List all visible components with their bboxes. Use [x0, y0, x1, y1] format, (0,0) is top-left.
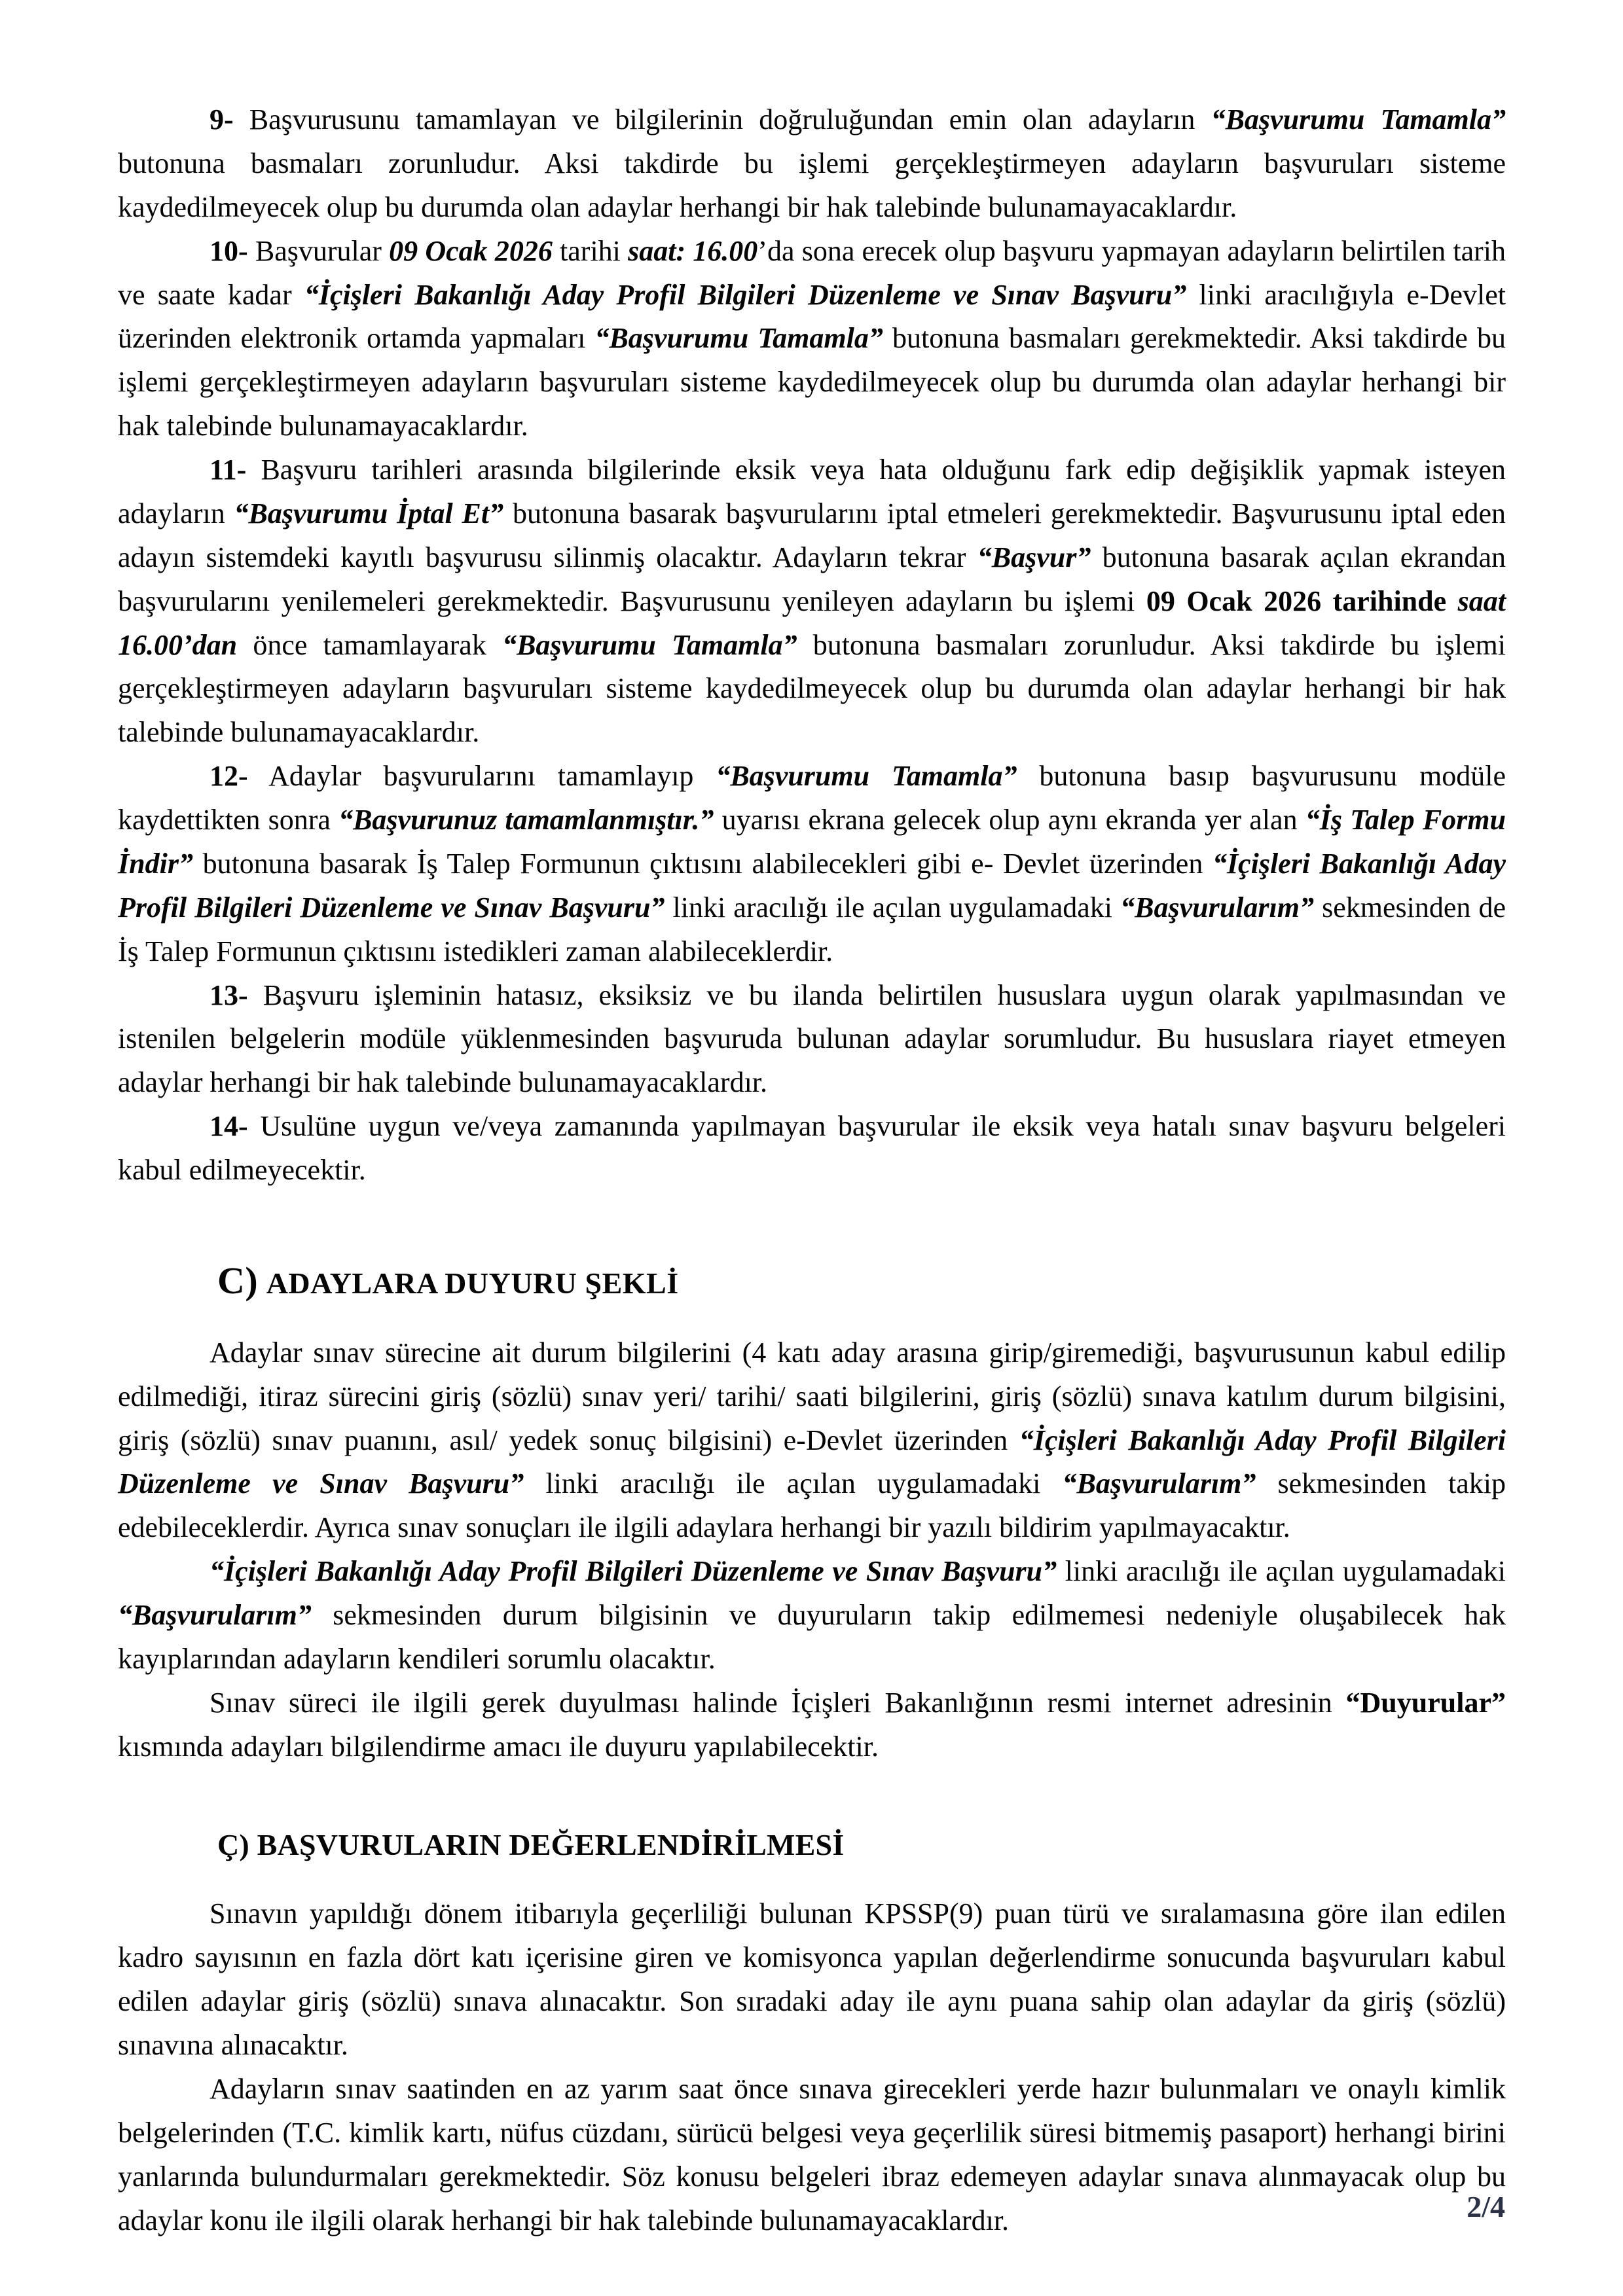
- text-run: kısmında adayları bilgilendirme amacı ile duyuru yapılabilecektir.: [118, 1730, 879, 1763]
- text-run: “Başvurumu Tamamla”: [716, 760, 1017, 793]
- text-run: sekmesinden durum bilgisinin ve duyuruların takip edilmemesi nedeniyle oluşabilecek hak kayıplarından adayların kendileri sorumlu olacaktır.: [118, 1599, 1506, 1675]
- text-run: Sınav süreci ile ilgili gerek duyulması halinde İçişleri Bakanlığının resmi internet adresinin: [210, 1686, 1346, 1719]
- text-run: “Başvurumu İptal Et”: [234, 497, 504, 529]
- text-run: sekmesinden de İş Talep Formunun çıktısını istedikleri zaman alabileceklerdir.: [118, 891, 1506, 967]
- text-run: “İçişleri Bakanlığı Aday Profil Bilgileri Düzenleme ve Sınav Başvuru”: [118, 847, 1506, 924]
- text-run: butonuna basarak başvurularını iptal etmeleri gerekmektedir. Başvurusunu iptal eden adayın sistemdeki kayıtlı başvurusu silinmiş olacaktır. Adayların tekrar: [118, 497, 1506, 573]
- item-number: 11-: [210, 454, 247, 486]
- text-run: Usulüne uygun ve/veya zamanında yapılmayan başvurular ile eksik veya hatalı sınav başvuru belgeleri kabul edilmeyecektir.: [118, 1110, 1506, 1186]
- text-run: butonuna basıp başvurusunu modüle kaydettikten sonra: [118, 760, 1506, 836]
- text-run: Başvuru tarihleri arasında bilgilerinde eksik veya hata olduğunu fark edip değişiklik yapmak isteyen adayların: [118, 454, 1506, 529]
- text-run: linki aracılığı ile açılan uygulamadaki: [665, 891, 1121, 924]
- numbered-item-13: [118, 974, 1506, 1105]
- text-run: Başvurusunu tamamlayan ve bilgilerinin doğruluğundan emin olan adayların: [233, 103, 1211, 135]
- section-c-paragraph-3: [118, 1681, 1506, 1769]
- text-run: “Başvurularım”: [1062, 1467, 1256, 1500]
- text-run: Sınavın yapıldığı dönem itibarıyla geçerliliği bulunan KPSSP(9) puan türü ve sıralamasına göre ilan edilen kadro sayısının en fazla dört katı içerisine giren ve komisyonca yapılan değerlendirme sonucunda başvuruları kabul edilen adaylar giriş (sözlü) sınava alınacaktır. Son sıradaki aday ile aynı puana sahip olan adaylar da giriş (sözlü) sınavına alınacaktır.: [118, 1897, 1506, 2061]
- item-number: 13-: [210, 978, 248, 1011]
- text-run: “İçişleri Bakanlığı Aday Profil Bilgileri Düzenleme ve Sınav Başvuru”: [118, 1424, 1506, 1500]
- numbered-item-14: [118, 1105, 1506, 1193]
- text-run: uyarısı ekrana gelecek olup aynı ekranda yer alan: [714, 804, 1305, 836]
- text-run: önce tamamlayarak: [237, 628, 503, 661]
- text-run: saat 16.00’dan: [118, 584, 1506, 661]
- text-run: butonuna basmaları zorunludur. Aksi takdirde bu işlemi gerçekleştirmeyen adayların başvuruları sisteme kaydedilmeyecek olup bu durumda olan adaylar herhangi bir hak talebinde bulunamayacaklardır.: [118, 628, 1506, 749]
- text-run: butonuna basmaları gerekmektedir. Aksi takdirde bu işlemi gerçekleştirmeyen adayların başvuruları sisteme kaydedilmeyecek olup bu durumda olan adaylar herhangi bir hak talebinde bulunamayacaklardır.: [118, 322, 1506, 442]
- spacer: [118, 1769, 1506, 1789]
- text-run: “İçişleri Bakanlığı Aday Profil Bilgileri Düzenleme ve Sınav Başvuru”: [210, 1555, 1057, 1588]
- item-number: 12-: [210, 760, 248, 793]
- item-number: 9-: [210, 103, 234, 135]
- item-text: [118, 235, 1506, 442]
- text-run: “Başvurularım”: [118, 1599, 312, 1631]
- numbered-item-11: [118, 448, 1506, 755]
- text-run: “Başvurumu Tamamla”: [502, 628, 797, 661]
- section-cedilla-letter: Ç): [217, 1827, 249, 1861]
- section-cedilla-title: BAŞVURULARIN DEĞERLENDİRİLMESİ: [257, 1827, 845, 1861]
- text-run: Başvuru işleminin hatasız, eksiksiz ve bu ilanda belirtilen hususlara uygun olarak yapılmasından ve istenilen belgelerin modüle yüklenmesinden başvuruda bulunan adaylar sorumludur. Bu hususlara riayet etmeyen adaylar herhangi bir hak talebinde bulunamayacaklardır.: [118, 978, 1506, 1099]
- text-run: linki aracılığı ile açılan uygulamadaki: [524, 1467, 1063, 1500]
- section-c-letter: C): [217, 1259, 259, 1302]
- text-run: “Başvurumu Tamamla”: [1211, 103, 1506, 135]
- text-run: “Başvurularım”: [1120, 891, 1314, 924]
- section-c-title: ADAYLARA DUYURU ŞEKLİ: [266, 1266, 679, 1300]
- item-text: [118, 979, 1506, 1099]
- numbered-item-12: [118, 755, 1506, 973]
- text-run: 09 Ocak 2026 tarihinde: [1146, 584, 1458, 617]
- section-cedilla-paragraph-2: [118, 2068, 1506, 2243]
- text-run: tarihi: [552, 234, 629, 267]
- text-run: ’da sona erecek olup başvuru yapmayan adayların belirtilen tarih ve saate kadar: [118, 234, 1506, 311]
- text-run: Adaylar sınav sürecine ait durum bilgilerini (4 katı aday arasına girip/giremediği, başvurusunun kabul edilip edilmediği, itiraz sürecini giriş (sözlü) sınav yeri/ tarihi/ saati bilgilerini, giriş (sözlü) sınava katılım durum bilgisini, giriş (sözlü) sınav puanını, asıl/ yedek sonuç bilgisini) e-Devlet üzerinden: [118, 1336, 1506, 1456]
- text-run: sekmesinden takip edebileceklerdir. Ayrıca sınav sonuçları ile ilgili adaylara herhangi bir yazılı bildirim yapılmayacaktır.: [118, 1467, 1506, 1544]
- text-run: Adayların sınav saatinden en az yarım saat önce sınava girecekleri yerde hazır bulunmaları ve onaylı kimlik belgelerinden (T.C. kimlik kartı, nüfus cüzdanı, sürücü belgesi veya geçerlilik süresi bitmemiş pasaport) herhangi birini yanlarında bulundurmaları gerekmektedir. Söz konusu belgeleri ibraz edemeyen adaylar sınava alınmayacak olup bu adaylar konu ile ilgili olarak herhangi bir hak talebinde bulunamayacaklardır.: [118, 2072, 1506, 2236]
- numbered-item-9: [118, 98, 1506, 230]
- text-run: “İş Talep Formu İndir”: [118, 804, 1506, 880]
- text-run: 09 Ocak 2026: [389, 234, 553, 267]
- text-run: linki aracılığı ile açılan uygulamadaki: [1057, 1555, 1506, 1588]
- section-c-paragraph-2: [118, 1550, 1506, 1681]
- text-run: saat: 16.00: [628, 234, 758, 267]
- document-body: [118, 98, 1506, 2242]
- section-c-paragraph-1: [118, 1331, 1506, 1550]
- text-run: Başvurular: [247, 234, 390, 267]
- text-run: butonuna basmaları zorunludur. Aksi takdirde bu işlemi gerçekleştirmeyen adayların başvuruları sisteme kaydedilmeyecek olup bu durumda olan adaylar herhangi bir hak talebinde bulunamayacaklardır.: [118, 147, 1506, 223]
- item-number: 10-: [210, 234, 248, 267]
- numbered-item-10: [118, 230, 1506, 448]
- text-run: “Başvurunuz tamamlanmıştır.”: [338, 804, 714, 836]
- text-run: “Başvur”: [977, 541, 1091, 573]
- text-run: Adaylar başvurularını tamamlayıp: [247, 760, 716, 793]
- text-run: “Başvurumu Tamamla”: [594, 322, 883, 355]
- text-run: linki aracılığıyla e-Devlet üzerinden elektronik ortamda yapmaları: [118, 278, 1506, 355]
- item-number: 14-: [210, 1110, 248, 1143]
- section-cedilla-paragraph-1: [118, 1892, 1506, 2068]
- item-text: [118, 760, 1506, 967]
- item-text: [118, 454, 1506, 748]
- item-text: [118, 103, 1506, 223]
- text-run: “Duyurular”: [1345, 1686, 1506, 1719]
- item-text: [118, 1110, 1506, 1186]
- section-c-heading: [118, 1258, 1506, 1306]
- text-run: butonuna basarak İş Talep Formunun çıktısını alabilecekleri gibi e- Devlet üzerinden: [192, 847, 1213, 880]
- section-cedilla-heading: [118, 1824, 1506, 1868]
- page-number: 2/4: [1467, 2190, 1505, 2223]
- text-run: butonuna basarak açılan ekrandan başvurularını yenilemeleri gerekmektedir. Başvurusunu yenileyen adayların bu işlemi: [118, 541, 1506, 617]
- spacer: [118, 1193, 1506, 1223]
- text-run: “İçişleri Bakanlığı Aday Profil Bilgileri Düzenleme ve Sınav Başvuru”: [304, 278, 1187, 311]
